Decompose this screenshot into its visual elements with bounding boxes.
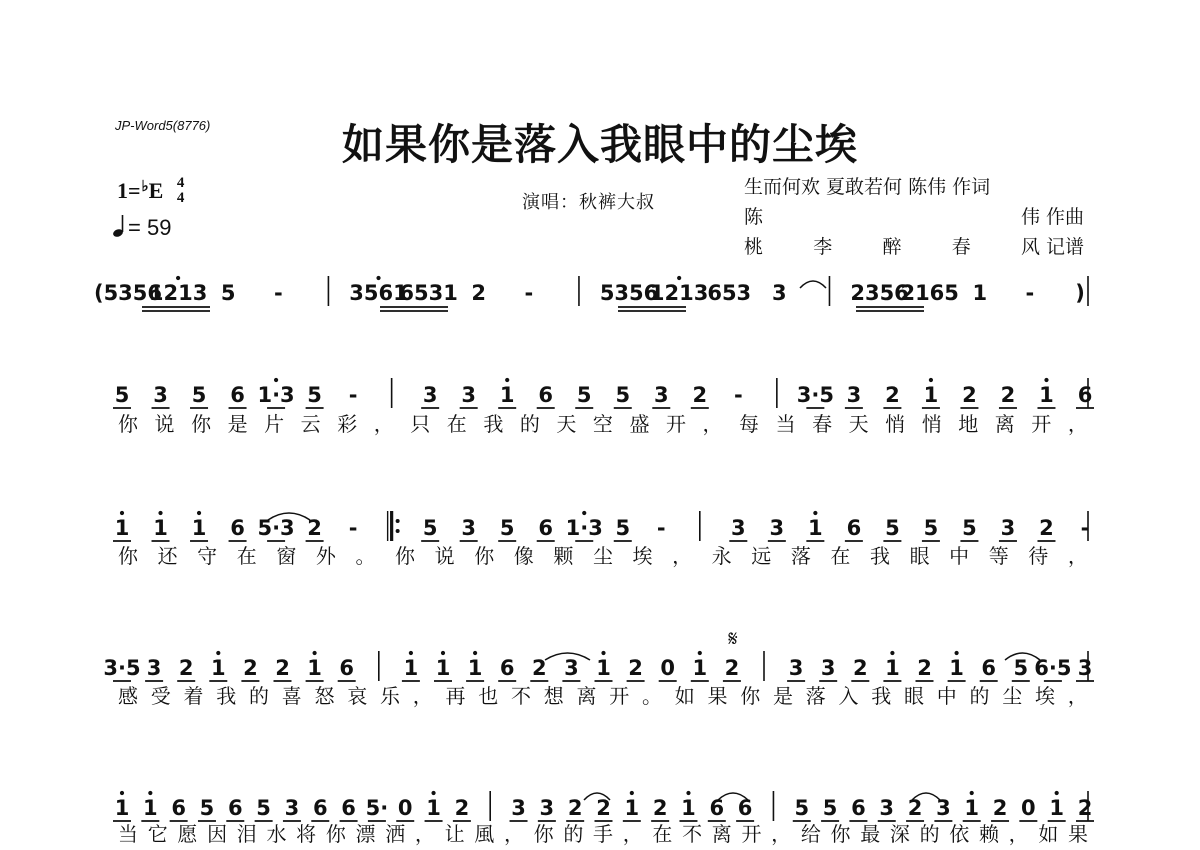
lyric-char: 如 — [674, 684, 695, 708]
lyric-char: 在 — [830, 544, 851, 568]
note-2-13: 5 — [615, 516, 631, 540]
note-2-4: 5·3 — [257, 516, 295, 540]
note-4-5: 5 — [256, 796, 271, 820]
lyric-char: 埃 — [632, 544, 653, 568]
transcriber-char-4: 春 — [951, 236, 971, 258]
note-4-28: 2 — [907, 796, 923, 820]
note-3-2: 2 — [178, 656, 194, 680]
note-3-26: 1 — [949, 656, 964, 680]
key-label: 1= — [117, 178, 141, 203]
slur — [800, 281, 826, 288]
note-3-28: 5 — [1013, 656, 1029, 680]
lyric-char: 你 — [474, 544, 495, 568]
lyric-char: 春 — [812, 412, 833, 436]
high-octave-dot — [148, 791, 152, 795]
note-2-10: 5 — [499, 516, 515, 540]
note-0-15: 2356 — [850, 281, 909, 305]
lyric-char: 的 — [519, 412, 540, 436]
note-4-25: 5 — [822, 796, 838, 820]
lyric-char: 洒 — [385, 822, 406, 846]
lyric-char: 我 — [871, 684, 892, 708]
note-4-2: 6 — [171, 796, 186, 820]
note-2-17: 3 — [769, 516, 785, 540]
lyric-char: 在 — [446, 412, 467, 436]
high-octave-dot — [441, 651, 445, 655]
note-2-18: 1 — [808, 516, 823, 540]
lyric-char: 云 — [300, 412, 321, 436]
lyric-char: 依 — [949, 822, 970, 846]
lyric-char: 泪 — [236, 822, 257, 846]
note-2-21: 5 — [923, 516, 939, 540]
note-1-22: 2 — [962, 383, 977, 407]
note-1-14: 3 — [653, 383, 669, 407]
note-4-10: 0 — [397, 796, 413, 820]
note-1-2: 5 — [191, 383, 207, 407]
note-1-13: 5 — [615, 383, 631, 407]
note-1-0: 5 — [114, 383, 130, 407]
transcriber-char-1: 桃 — [744, 236, 764, 258]
lyric-char: ， — [1008, 822, 1029, 846]
lyric-char: 离 — [994, 412, 1015, 436]
note-2-9: 3 — [461, 516, 476, 540]
note-4-8: 6 — [341, 796, 356, 820]
high-octave-dot — [505, 378, 509, 382]
lyric-char: 尘 — [592, 544, 613, 568]
note-2-22: 5 — [962, 516, 977, 540]
high-octave-dot — [813, 511, 817, 515]
note-2-1: 1 — [153, 516, 168, 540]
segno-sign: 𝄋 — [728, 627, 738, 652]
lyric-char: 你 — [830, 822, 851, 846]
repeat-dot — [396, 529, 400, 533]
high-octave-dot — [431, 791, 435, 795]
note-4-34: 2 — [1077, 796, 1093, 820]
note-3-1: 3 — [146, 656, 162, 680]
note-3-12: 6 — [499, 656, 515, 680]
lyric-char: 你 — [395, 544, 416, 568]
lyric-char: 中 — [936, 684, 957, 708]
high-octave-dot — [313, 651, 317, 655]
note-3-16: 2 — [628, 656, 643, 680]
note-4-22: 6 — [737, 796, 753, 820]
note-3-25: 2 — [917, 656, 932, 680]
note-1-23: 2 — [1000, 383, 1016, 407]
high-octave-dot — [890, 651, 894, 655]
lyric-char: 。 — [642, 684, 662, 708]
lyric-char: 你 — [118, 412, 138, 436]
lyric-char: 开 — [1031, 412, 1052, 436]
lyric-char: 如 — [1038, 822, 1059, 846]
note-1-19: 3 — [846, 383, 862, 407]
lyric-char: 因 — [207, 822, 228, 846]
high-octave-dot — [274, 378, 278, 382]
lyric-char: 地 — [958, 412, 979, 436]
lyric-char: 开 — [741, 822, 762, 846]
note-3-11: 1 — [467, 656, 483, 680]
note-3-15: 1 — [596, 656, 611, 680]
lyric-char: 离 — [711, 822, 732, 846]
lyric-char: 不 — [511, 684, 531, 708]
note-0-17: 1 — [972, 281, 988, 305]
note-4-14: 3 — [511, 796, 526, 820]
note-0-12: 653 — [707, 281, 752, 305]
lyric-char: 落 — [805, 684, 826, 708]
note-3-18: 1 — [692, 656, 708, 680]
lyric-char: 天 — [848, 412, 869, 436]
note-1-5: 5 — [307, 383, 322, 407]
note-2-19: 6 — [846, 516, 862, 540]
lyric-char: 颗 — [553, 544, 574, 568]
note-2-8: 5 — [422, 516, 438, 540]
lyric-char: 远 — [751, 544, 772, 568]
note-0-11: 1213 — [649, 281, 709, 305]
note-3-14: 3 — [564, 656, 579, 680]
high-octave-dot — [1044, 378, 1048, 382]
note-3-10: 1 — [435, 656, 451, 680]
note-4-9: 5· — [365, 796, 389, 820]
note-4-17: 2 — [596, 796, 611, 820]
lyric-char: ， — [1067, 544, 1088, 568]
singer-credit: 演唱：秋裤大叔 — [522, 192, 655, 213]
lyric-char: 是 — [773, 684, 793, 708]
note-3-30: 3 — [1077, 656, 1093, 680]
note-1-15: 2 — [692, 383, 708, 407]
note-0-10: 5356 — [599, 281, 659, 305]
note-1-16: - — [733, 383, 743, 407]
lyric-char: 感 — [118, 684, 138, 708]
lyrics-row-1 — [118, 408, 1088, 437]
tempo-value: = 59 — [128, 215, 172, 240]
lyric-char: 風 — [474, 822, 495, 846]
lyric-char: 悄 — [885, 412, 906, 436]
note-0-2: 5 — [220, 281, 236, 305]
note-2-6: - — [348, 516, 358, 540]
lyric-char: ， — [412, 684, 433, 708]
high-octave-dot — [677, 276, 681, 280]
lyric-char: ， — [373, 412, 394, 436]
transcriber-char-5: 风 记谱 — [1020, 236, 1084, 258]
note-1-18: 3·5 — [796, 383, 834, 407]
note-3-23: 2 — [852, 656, 868, 680]
note-1-12: 5 — [576, 383, 592, 407]
note-4-19: 2 — [652, 796, 668, 820]
composer-surname: 陈 — [744, 206, 764, 228]
lyric-char: 在 — [652, 822, 673, 846]
note-1-1: 3 — [153, 383, 168, 407]
lyrics-row-2 — [118, 540, 1088, 569]
note-4-29: 3 — [936, 796, 951, 820]
lyric-char: 入 — [838, 684, 859, 708]
lyric-char: 当 — [118, 822, 138, 846]
note-3-17: 0 — [660, 656, 676, 680]
lyric-char: 每 — [739, 412, 760, 436]
note-4-15: 3 — [539, 796, 555, 820]
high-octave-dot — [955, 651, 959, 655]
lyric-char: 尘 — [1002, 684, 1023, 708]
note-0-19: ) — [1075, 281, 1085, 305]
lyric-char: 悄 — [921, 412, 942, 436]
note-4-4: 6 — [227, 796, 243, 820]
note-0-6: 6531 — [399, 281, 458, 305]
note-1-11: 6 — [538, 383, 554, 407]
high-octave-dot — [197, 511, 201, 515]
note-4-27: 3 — [879, 796, 895, 820]
lyric-char: 的 — [563, 822, 584, 846]
note-2-14: - — [656, 516, 666, 540]
note-4-26: 6 — [851, 796, 866, 820]
note-3-27: 6 — [981, 656, 997, 680]
lyric-char: 眼 — [909, 544, 930, 568]
high-octave-dot — [929, 378, 933, 382]
meter-bottom: 4 — [176, 190, 185, 206]
lyric-char: 窗 — [276, 544, 297, 568]
high-octave-dot — [698, 651, 702, 655]
lyric-char: 只 — [410, 412, 431, 436]
repeat-dot — [396, 519, 400, 523]
lyric-char: 我 — [483, 412, 504, 436]
lyric-char: 漂 — [355, 822, 376, 846]
lyric-char: 将 — [296, 822, 317, 846]
note-4-20: 1 — [681, 796, 696, 820]
lyric-char: ， — [622, 822, 643, 846]
note-4-1: 1 — [143, 796, 158, 820]
note-3-0: 3·5 — [103, 656, 141, 680]
lyric-char: 想 — [543, 684, 564, 708]
note-3-5: 2 — [275, 656, 290, 680]
note-2-16: 3 — [731, 516, 746, 540]
lyric-char: 还 — [157, 544, 178, 568]
lyric-char: 受 — [150, 684, 171, 708]
flat-symbol: ♭ — [141, 179, 149, 195]
note-3-6: 1 — [307, 656, 322, 680]
note-0-13: 3 — [772, 281, 787, 305]
note-3-29: 6·5 — [1034, 656, 1072, 680]
lyric-char: 你 — [740, 684, 761, 708]
lyric-char: 让 — [444, 822, 465, 846]
lyric-char: 彩 — [337, 412, 358, 436]
lyric-char: 的 — [919, 822, 940, 846]
note-2-5: 2 — [307, 516, 322, 540]
note-0-3: - — [273, 281, 283, 305]
note-2-24: 2 — [1039, 516, 1054, 540]
note-4-33: 1 — [1049, 796, 1064, 820]
lyric-char: 离 — [576, 684, 597, 708]
lyric-char: ， — [503, 822, 524, 846]
lyric-char: 怒 — [314, 684, 335, 708]
software-tag: JP-Word5(8776) — [115, 118, 211, 133]
lyric-char: 赖 — [978, 822, 999, 846]
lyric-char: 是 — [227, 412, 248, 436]
note-0-5: 3561 — [349, 281, 408, 305]
note-1-6: - — [348, 383, 358, 407]
lyric-char: 在 — [236, 544, 257, 568]
note-4-31: 2 — [992, 796, 1008, 820]
lyric-char: 喜 — [281, 684, 302, 708]
lyric-char: 盛 — [629, 412, 650, 436]
note-3-19: 2 — [724, 656, 740, 680]
lyric-char: 愿 — [177, 822, 198, 846]
note-4-6: 3 — [284, 796, 300, 820]
lyric-char: 乐 — [380, 684, 400, 708]
transcriber-char-3: 醉 — [882, 236, 902, 258]
note-4-7: 6 — [312, 796, 328, 820]
high-octave-dot — [473, 651, 477, 655]
lyric-char: 果 — [707, 684, 728, 708]
lyric-char: 待 — [1028, 544, 1049, 568]
note-4-18: 1 — [624, 796, 640, 820]
note-2-3: 6 — [230, 516, 245, 540]
note-3-21: 3 — [788, 656, 804, 680]
note-2-25: - — [1080, 516, 1090, 540]
note-4-3: 5 — [199, 796, 215, 820]
lyric-char: 埃 — [1035, 684, 1055, 708]
lyric-char: 说 — [434, 544, 455, 568]
song-title: 如果你是落入我眼中的尘埃 — [341, 120, 858, 169]
note-2-2: 1 — [191, 516, 207, 540]
high-octave-dot — [176, 276, 180, 280]
note-2-0: 1 — [114, 516, 130, 540]
lyric-char: 你 — [325, 822, 346, 846]
high-octave-dot — [630, 791, 634, 795]
composer-rest: 伟 作曲 — [1020, 206, 1084, 228]
lyric-char: 外 — [315, 544, 336, 568]
lyrics-row-4 — [118, 818, 1088, 847]
note-1-21: 1 — [923, 383, 939, 407]
note-4-32: 0 — [1021, 796, 1036, 820]
high-octave-dot — [120, 511, 124, 515]
high-octave-dot — [582, 511, 586, 515]
lyric-char: ， — [672, 544, 693, 568]
note-0-16: 2165 — [900, 281, 959, 305]
high-octave-dot — [216, 651, 220, 655]
meter-top: 4 — [176, 175, 185, 191]
lyric-char: 手 — [593, 822, 613, 846]
lyric-char: 天 — [556, 412, 577, 436]
lyric-char: 最 — [860, 822, 881, 846]
note-2-20: 5 — [885, 516, 900, 540]
lyric-char: 。 — [355, 544, 376, 568]
high-octave-dot — [970, 791, 974, 795]
lyric-char: 也 — [478, 684, 499, 708]
note-1-10: 1 — [499, 383, 515, 407]
note-0-0: (5356 — [93, 281, 163, 305]
lyric-char: 深 — [889, 822, 910, 846]
note-2-23: 3 — [1000, 516, 1016, 540]
lyric-char: 我 — [216, 684, 237, 708]
lyric-char: 果 — [1068, 822, 1088, 846]
note-0-8: - — [524, 281, 534, 305]
lyric-char: 片 — [264, 412, 285, 436]
high-octave-dot — [120, 791, 124, 795]
high-octave-dot — [1055, 791, 1059, 795]
lyric-char: 开 — [609, 684, 630, 708]
note-3-3: 1 — [210, 656, 226, 680]
note-1-3: 6 — [230, 383, 245, 407]
lyric-char: 说 — [154, 412, 175, 436]
lyric-char: 当 — [775, 412, 796, 436]
note-1-25: 6 — [1077, 383, 1093, 407]
lyric-char: 水 — [266, 822, 287, 846]
note-0-7: 2 — [471, 281, 487, 305]
note-1-24: 1 — [1039, 383, 1054, 407]
note-4-24: 5 — [794, 796, 810, 820]
note-3-22: 3 — [820, 656, 836, 680]
note-3-24: 1 — [885, 656, 900, 680]
note-0-18: - — [1025, 281, 1035, 305]
lyric-char: 眼 — [904, 684, 924, 708]
lyric-char: 给 — [800, 822, 821, 846]
lyric-char: ， — [414, 822, 435, 846]
note-4-12: 2 — [454, 796, 470, 820]
note-3-4: 2 — [243, 656, 258, 680]
note-1-20: 2 — [885, 383, 900, 407]
lyric-char: 它 — [147, 822, 168, 846]
lyric-char: ， — [702, 412, 723, 436]
note-3-9: 1 — [403, 656, 419, 680]
high-octave-dot — [376, 276, 380, 280]
high-octave-dot — [601, 651, 605, 655]
note-2-11: 6 — [538, 516, 554, 540]
note-4-16: 2 — [567, 796, 583, 820]
note-4-30: 1 — [964, 796, 980, 820]
note-3-7: 6 — [339, 656, 355, 680]
note-1-4: 1·3 — [257, 383, 295, 407]
lyric-char: 空 — [592, 412, 613, 436]
note-1-8: 3 — [422, 383, 438, 407]
lyric-char: 你 — [118, 544, 138, 568]
lyric-char: 我 — [869, 544, 890, 568]
lyric-char: 的 — [249, 684, 269, 708]
lyric-char: 中 — [949, 544, 970, 568]
lyric-char: 你 — [191, 412, 212, 436]
lyric-char: 的 — [969, 684, 990, 708]
key-note: E — [148, 178, 164, 203]
transcriber-char-2: 李 — [813, 236, 833, 258]
note-4-21: 6 — [709, 796, 725, 820]
note-4-11: 1 — [426, 796, 441, 820]
lyric-char: 守 — [197, 544, 218, 568]
lyric-char: 你 — [533, 822, 554, 846]
note-4-0: 1 — [114, 796, 130, 820]
lyric-char: 永 — [711, 544, 732, 568]
lyric-char: 等 — [988, 544, 1009, 568]
lyric-char: ， — [1067, 412, 1088, 436]
high-octave-dot — [158, 511, 162, 515]
lyric-char: 像 — [513, 544, 534, 568]
lyrics-row-3 — [118, 680, 1088, 709]
note-1-9: 3 — [461, 383, 476, 407]
lyric-char: 开 — [665, 412, 686, 436]
lyric-char: 不 — [682, 822, 703, 846]
note-2-12: 1·3 — [565, 516, 603, 540]
lyric-char: 落 — [790, 544, 811, 568]
lyricist-text: 生而何欢 夏敢若何 陈伟 作词 — [744, 176, 991, 198]
lyric-char: 哀 — [347, 684, 368, 708]
lyric-char: ， — [1067, 684, 1088, 708]
note-0-1: 1213 — [148, 281, 208, 305]
note-3-13: 2 — [531, 656, 547, 680]
high-octave-dot — [686, 791, 690, 795]
lyric-char: ， — [771, 822, 792, 846]
lyric-char: 着 — [183, 684, 204, 708]
high-octave-dot — [409, 651, 413, 655]
lyric-char: 再 — [445, 684, 466, 708]
